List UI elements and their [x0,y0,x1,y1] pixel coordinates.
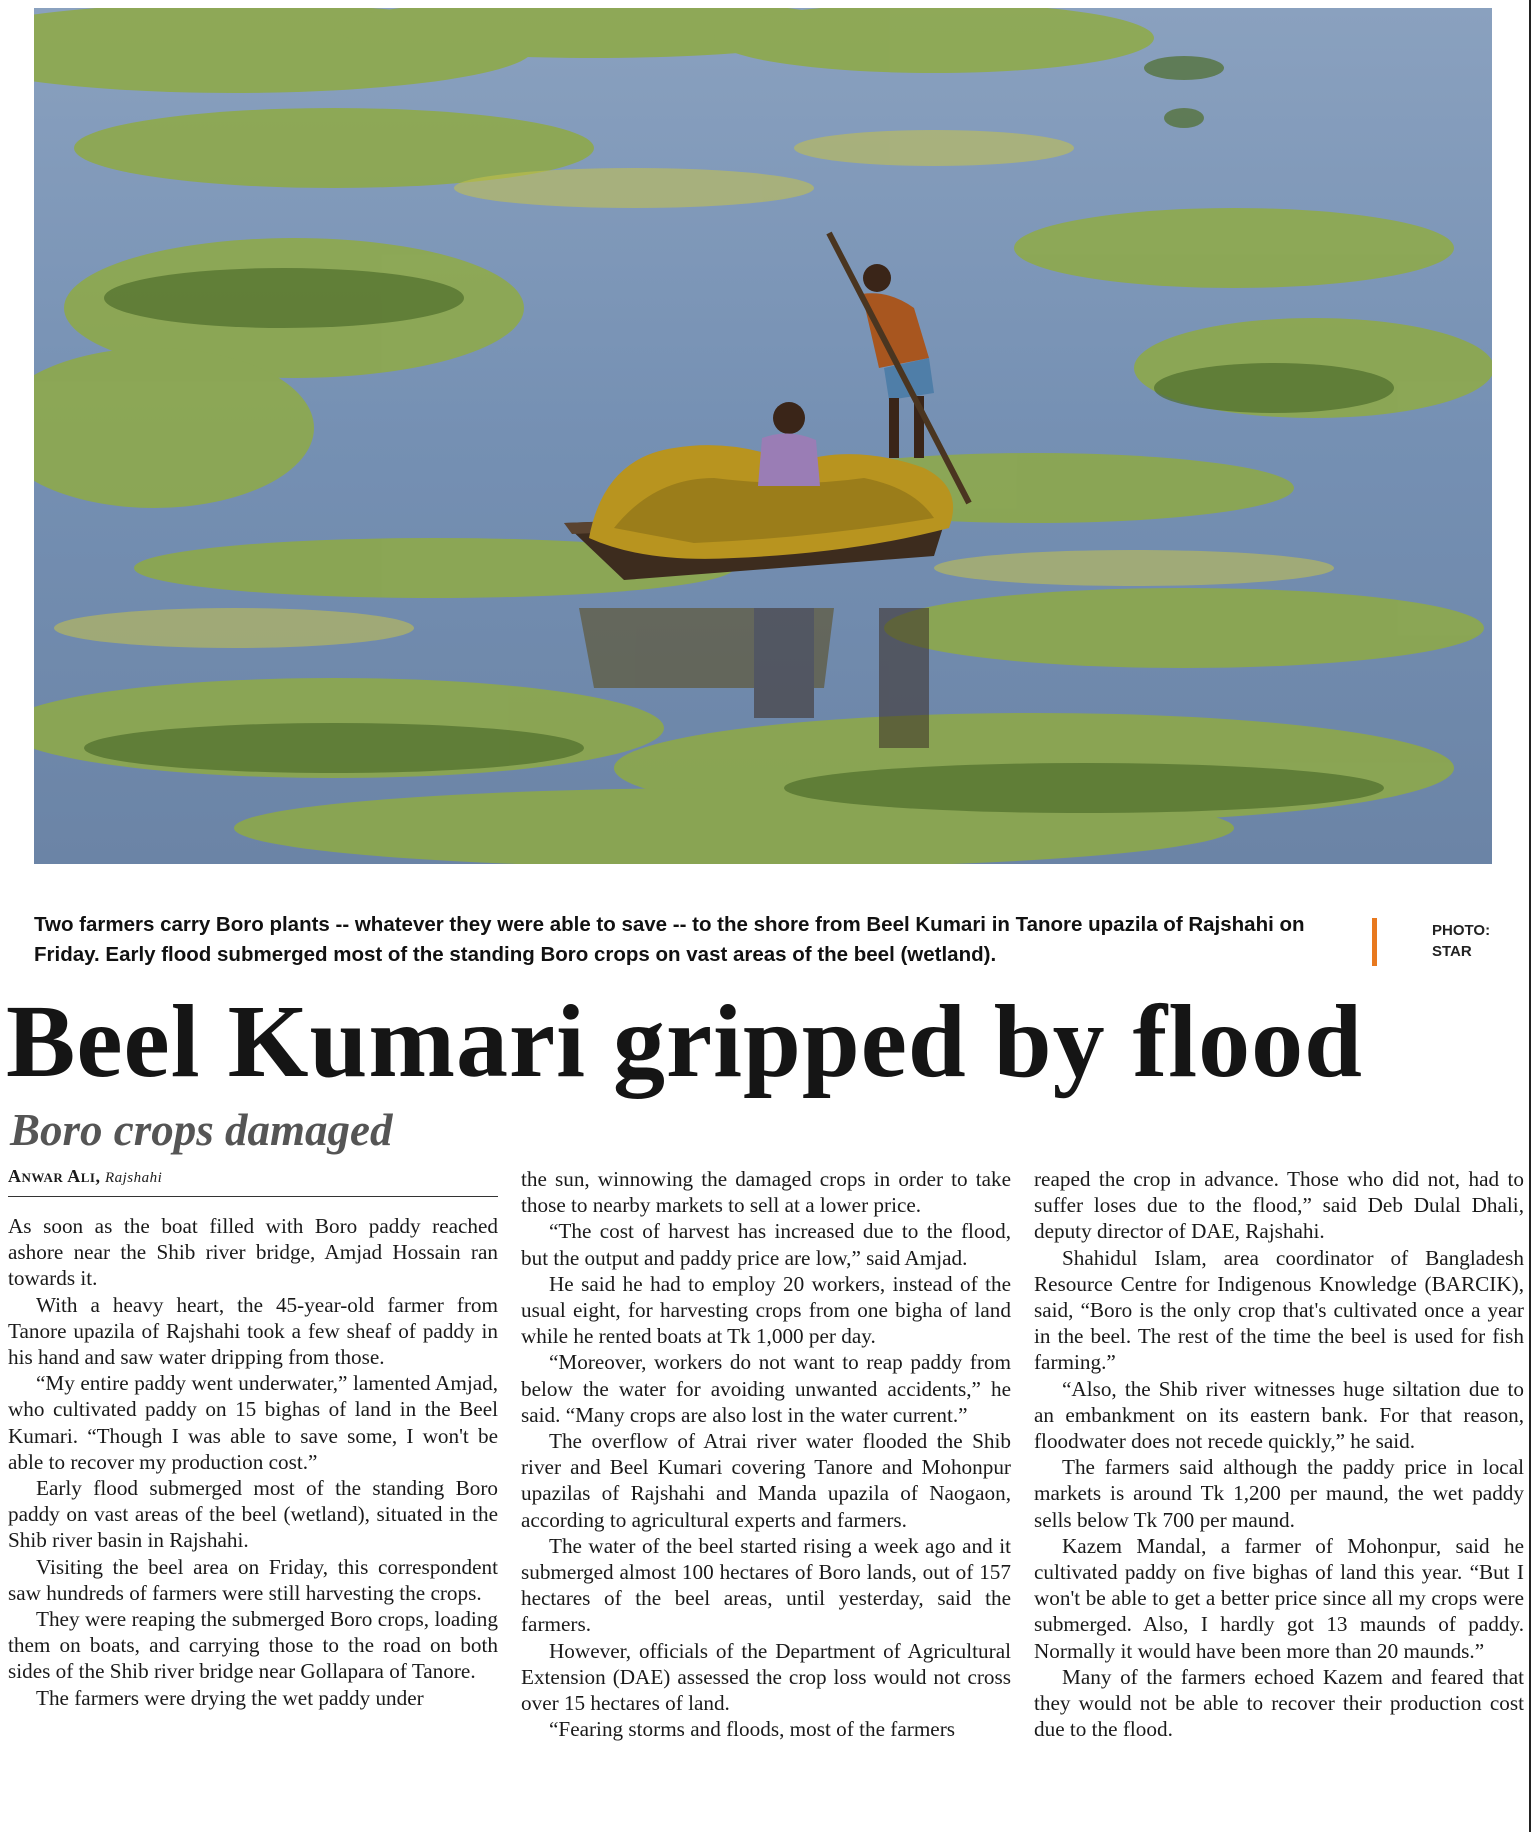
photo-caption: Two farmers carry Boro plants -- whatever they were able to save -- to the shore from Beel Kumari in Tanore upazila of Rajshahi on Friday. Early flood submerged most of the standing Boro crops on vast areas of the beel (wetland). [34,913,1305,966]
article-column-3 [1034,1166,1524,1742]
paragraph: However, officials of the Department of Agricultural Extension (DAE) assessed the crop loss would not cross over 15 hectares of land. [521,1638,1011,1716]
paragraph: “Also, the Shib river witnesses huge siltation due to an embankment on its eastern bank. For that reason, floodwater does not recede quickly,” he said. [1034,1376,1524,1454]
photo-credit-source: STAR [1432,943,1472,960]
byline [8,1166,498,1197]
caption-accent-bar [1372,918,1377,966]
article-column-1 [8,1166,498,1711]
paragraph: The overflow of Atrai river water flooded the Shib river and Beel Kumari covering Tanore and Mohonpur upazilas of Rajshahi and Manda upazila of Naogaon, according to agricultural experts and farmers. [521,1429,1011,1532]
paragraph: Early flood submerged most of the standing Boro paddy on vast areas of the beel (wetland), situated in the Shib river basin in Rajshahi. [8,1476,498,1553]
paragraph: the sun, winnowing the damaged crops in order to take those to nearby markets to sell at a lower price. [521,1167,1011,1218]
byline-author: Anwar Ali, [8,1166,101,1186]
photo-credit-label: PHOTO: [1432,922,1491,939]
paragraph: “Fearing storms and floods, most of the farmers [549,1717,956,1742]
news-photo [34,8,1492,864]
paragraph: He said he had to employ 20 workers, instead of the usual eight, for harvesting crops from one bigha of land while he rented boats at Tk 1,000 per day. [521,1271,1011,1349]
paragraph: Kazem Mandal, a farmer of Mohonpur, said he cultivated paddy on five bighas of land this year. “But I won't be able to get a better price since all my crops were submerged. Also, I hardly got 13 maunds of paddy. Normally it would have been more than 20 maunds.” [1034,1533,1524,1663]
byline-location: Rajshahi [104,1170,163,1186]
photo-caption-block [34,910,1494,980]
subheadline: Boro crops damaged [10,1105,393,1155]
paragraph: Shahidul Islam, area coordinator of Bangladesh Resource Centre for Indigenous Knowledge (BARCIK), said, “Boro is the only crop that's cultivated once a year in the beel. The rest of the time the beel is used for fish farming.” [1034,1245,1524,1375]
paragraph: Many of the farmers echoed Kazem and feared that they would not be able to recover their production cost due to the flood. [1034,1664,1524,1742]
paragraph: They were reaping the submerged Boro crops, loading them on boats, and carrying those to the road on both sides of the Shib river bridge near Gollapara of Tanore. [8,1607,498,1684]
paragraph: The farmers were drying the wet paddy under [36,1685,424,1710]
headline: Beel Kumari gripped by flood [6,984,1363,1099]
paragraph: “The cost of harvest has increased due to the flood, but the output and paddy price are low,” said Amjad. [521,1219,1011,1270]
paragraph: As soon as the boat filled with Boro paddy reached ashore near the Shib river bridge, Amjad Hossain ran towards it. [8,1214,498,1291]
paragraph: The farmers said although the paddy price in local markets is around Tk 1,200 per maund, the wet paddy sells below Tk 700 per maund. [1034,1455,1524,1532]
paragraph: The water of the beel started rising a week ago and it submerged almost 100 hectares of Boro lands, out of 157 hectares of the beel areas, until yesterday, said the farmers. [521,1533,1011,1637]
paragraph: “Moreover, workers do not want to reap paddy from below the water for avoiding unwanted accidents,” he said. “Many crops are also lost in the water current.” [521,1350,1011,1427]
paragraph: With a heavy heart, the 45-year-old farmer from Tanore upazila of Rajshahi took a few sheaf of paddy in his hand and saw water dripping from those. [8,1292,498,1370]
article-body [0,1166,1540,1826]
photo-credit [1432,920,1512,962]
paragraph: “My entire paddy went underwater,” lamented Amjad, who cultivated paddy on 15 bighas of land in the Beel Kumari. “Though I was able to save some, I won't be able to recover my production cost.” [8,1371,498,1474]
paragraph: reaped the crop in advance. Those who did not, had to suffer loses due to the flood,” said Deb Dulal Dhali, deputy director of DAE, Rajshahi. [1034,1167,1524,1244]
flooded-wetland-illustration [34,8,1492,864]
article-column-2 [521,1166,1011,1742]
paragraph: Visiting the beel area on Friday, this correspondent saw hundreds of farmers were still harvesting the crops. [8,1554,498,1605]
